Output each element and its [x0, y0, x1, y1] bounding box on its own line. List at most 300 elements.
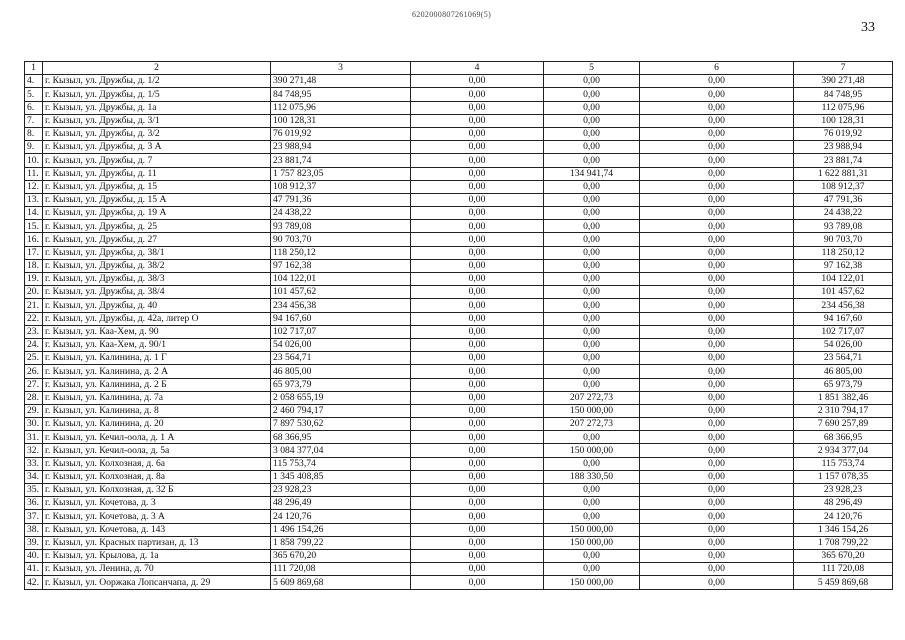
amount-cell: 0,00	[411, 365, 544, 378]
address-cell: г. Кызыл, ул. Дружбы, д. 15 А	[43, 193, 271, 206]
table-row	[25, 273, 893, 286]
amount-cell: 102 717,07	[271, 325, 411, 338]
row-number: 9.	[25, 141, 43, 154]
row-number: 14.	[25, 207, 43, 220]
amount-cell: 0,00	[640, 352, 794, 365]
table-row	[25, 576, 893, 589]
amount-cell: 0,00	[411, 484, 544, 497]
amount-cell: 2 058 655,19	[271, 391, 411, 404]
amount-cell: 0,00	[640, 549, 794, 562]
amount-cell: 1 757 823,05	[271, 167, 411, 180]
total-cell: 102 717,07	[794, 325, 893, 338]
amount-cell: 0,00	[411, 418, 544, 431]
address-cell: г. Кызыл, ул. Дружбы, д. 38/4	[43, 286, 271, 299]
amount-cell: 0,00	[640, 127, 794, 140]
amount-cell: 188 330,50	[544, 470, 640, 483]
amount-cell: 0,00	[640, 312, 794, 325]
table-row	[25, 523, 893, 536]
amount-cell: 0,00	[411, 457, 544, 470]
amount-cell: 0,00	[640, 563, 794, 576]
amount-cell: 23 564,71	[271, 352, 411, 365]
row-number: 8.	[25, 127, 43, 140]
amount-cell: 0,00	[640, 273, 794, 286]
row-number: 29.	[25, 404, 43, 417]
address-cell: г. Кызыл, ул. Колхозная, д. 6а	[43, 457, 271, 470]
amount-cell: 0,00	[640, 497, 794, 510]
amount-cell: 0,00	[411, 497, 544, 510]
amount-cell: 0,00	[544, 484, 640, 497]
amount-cell: 234 456,38	[271, 299, 411, 312]
amount-cell: 0,00	[544, 338, 640, 351]
address-cell: г. Кызыл, ул. Калинина, д. 2 Б	[43, 378, 271, 391]
amount-cell: 84 748,95	[271, 88, 411, 101]
address-cell: г. Кызыл, ул. Крылова, д. 1а	[43, 549, 271, 562]
table-row	[25, 114, 893, 127]
amount-cell: 0,00	[411, 167, 544, 180]
amount-cell: 0,00	[544, 180, 640, 193]
amount-cell: 0,00	[640, 470, 794, 483]
amount-cell: 207 272,73	[544, 418, 640, 431]
row-number: 11.	[25, 167, 43, 180]
row-number: 34.	[25, 470, 43, 483]
amount-cell: 0,00	[411, 523, 544, 536]
address-cell: г. Кызыл, ул. Дружбы, д. 27	[43, 233, 271, 246]
amount-cell: 0,00	[544, 312, 640, 325]
address-cell: г. Кызыл, ул. Дружбы, д. 38/2	[43, 259, 271, 272]
address-cell: г. Кызыл, ул. Дружбы, д. 15	[43, 180, 271, 193]
row-number: 38.	[25, 523, 43, 536]
table-row	[25, 207, 893, 220]
table-row	[25, 536, 893, 549]
amount-cell: 24 438,22	[271, 207, 411, 220]
table-row	[25, 431, 893, 444]
amount-cell: 0,00	[544, 497, 640, 510]
amount-cell: 0,00	[640, 101, 794, 114]
total-cell: 47 791,36	[794, 193, 893, 206]
amount-cell: 0,00	[544, 154, 640, 167]
amount-cell: 0,00	[640, 576, 794, 589]
amount-cell: 0,00	[544, 457, 640, 470]
amount-cell: 0,00	[411, 378, 544, 391]
address-cell: г. Кызыл, ул. Кечил-оола, д. 1 А	[43, 431, 271, 444]
total-cell: 7 690 257,89	[794, 418, 893, 431]
amount-cell: 0,00	[544, 141, 640, 154]
address-cell: г. Кызыл, ул. Калинина, д. 20	[43, 418, 271, 431]
total-cell: 1 622 881,31	[794, 167, 893, 180]
column-header: 2	[43, 62, 271, 75]
amount-cell: 0,00	[640, 418, 794, 431]
total-cell: 23 928,23	[794, 484, 893, 497]
amount-cell: 0,00	[544, 88, 640, 101]
table-row	[25, 220, 893, 233]
row-number: 37.	[25, 510, 43, 523]
amount-cell: 0,00	[411, 101, 544, 114]
address-cell: г. Кызыл, ул. Кочетова, д. 3 А	[43, 510, 271, 523]
amount-cell: 0,00	[411, 75, 544, 88]
page-number: 33	[861, 20, 875, 35]
row-number: 42.	[25, 576, 43, 589]
amount-cell: 0,00	[411, 180, 544, 193]
address-cell: г. Кызыл, ул. Ооржака Лопсанчапа, д. 29	[43, 576, 271, 589]
amount-cell: 46 805,00	[271, 365, 411, 378]
amount-cell: 0,00	[544, 510, 640, 523]
address-cell: г. Кызыл, ул. Ленина, д. 70	[43, 563, 271, 576]
amount-cell: 365 670,20	[271, 549, 411, 562]
row-number: 6.	[25, 101, 43, 114]
row-number: 30.	[25, 418, 43, 431]
amount-cell: 97 162,38	[271, 259, 411, 272]
amount-cell: 90 703,70	[271, 233, 411, 246]
total-cell: 54 026,00	[794, 338, 893, 351]
row-number: 32.	[25, 444, 43, 457]
column-header: 6	[640, 62, 794, 75]
row-number: 17.	[25, 246, 43, 259]
amount-cell: 115 753,74	[271, 457, 411, 470]
table-row	[25, 549, 893, 562]
amount-cell: 0,00	[640, 75, 794, 88]
amount-cell: 0,00	[544, 549, 640, 562]
row-number: 15.	[25, 220, 43, 233]
table-row	[25, 101, 893, 114]
amount-cell: 0,00	[411, 510, 544, 523]
table-row	[25, 167, 893, 180]
table-row	[25, 444, 893, 457]
address-cell: г. Кызыл, ул. Кочетова, д. 143	[43, 523, 271, 536]
row-number: 18.	[25, 259, 43, 272]
row-number: 26.	[25, 365, 43, 378]
amount-cell: 0,00	[640, 114, 794, 127]
amount-cell: 0,00	[640, 365, 794, 378]
amount-cell: 0,00	[411, 576, 544, 589]
amount-cell: 100 128,31	[271, 114, 411, 127]
amount-cell: 0,00	[640, 431, 794, 444]
document-id: 6202000807261069(5)	[412, 10, 492, 19]
address-cell: г. Кызыл, ул. Каа-Хем, д. 90/1	[43, 338, 271, 351]
amount-cell: 0,00	[640, 141, 794, 154]
amount-cell: 0,00	[544, 193, 640, 206]
total-cell: 100 128,31	[794, 114, 893, 127]
amount-cell: 65 973,79	[271, 378, 411, 391]
amount-cell: 0,00	[640, 523, 794, 536]
total-cell: 5 459 869,68	[794, 576, 893, 589]
amount-cell: 0,00	[411, 259, 544, 272]
table-row	[25, 391, 893, 404]
table-row	[25, 418, 893, 431]
total-cell: 68 366,95	[794, 431, 893, 444]
table-row	[25, 259, 893, 272]
table-row	[25, 246, 893, 259]
amount-cell: 108 912,37	[271, 180, 411, 193]
row-number: 19.	[25, 273, 43, 286]
amount-cell: 0,00	[411, 114, 544, 127]
amount-cell: 0,00	[640, 484, 794, 497]
column-header: 3	[271, 62, 411, 75]
amount-cell: 104 122,01	[271, 273, 411, 286]
amount-cell: 0,00	[544, 207, 640, 220]
address-cell: г. Кызыл, ул. Калинина, д. 2 А	[43, 365, 271, 378]
header-row	[25, 62, 893, 75]
table-row	[25, 497, 893, 510]
address-cell: г. Кызыл, ул. Дружбы, д. 25	[43, 220, 271, 233]
row-number: 40.	[25, 549, 43, 562]
address-cell: г. Кызыл, ул. Калинина, д. 1 Г	[43, 352, 271, 365]
address-cell: г. Кызыл, ул. Кечил-оола, д. 5а	[43, 444, 271, 457]
total-cell: 101 457,62	[794, 286, 893, 299]
table-row	[25, 338, 893, 351]
amount-cell: 0,00	[640, 246, 794, 259]
table-row	[25, 312, 893, 325]
amount-cell: 0,00	[640, 536, 794, 549]
total-cell: 112 075,96	[794, 101, 893, 114]
amount-cell: 0,00	[411, 470, 544, 483]
total-cell: 84 748,95	[794, 88, 893, 101]
address-cell: г. Кызыл, ул. Колхозная, д. 8а	[43, 470, 271, 483]
amount-cell: 0,00	[411, 127, 544, 140]
amount-cell: 0,00	[544, 365, 640, 378]
amount-cell: 0,00	[640, 180, 794, 193]
amount-cell: 134 941,74	[544, 167, 640, 180]
table-body	[25, 75, 893, 589]
table-row	[25, 510, 893, 523]
total-cell: 23 564,71	[794, 352, 893, 365]
address-cell: г. Кызыл, ул. Дружбы, д. 3/1	[43, 114, 271, 127]
amount-cell: 0,00	[411, 286, 544, 299]
amount-cell: 0,00	[411, 391, 544, 404]
amount-cell: 0,00	[544, 352, 640, 365]
amount-cell: 1 496 154,26	[271, 523, 411, 536]
total-cell: 118 250,12	[794, 246, 893, 259]
amount-cell: 150 000,00	[544, 523, 640, 536]
address-cell: г. Кызыл, ул. Дружбы, д. 38/1	[43, 246, 271, 259]
amount-cell: 0,00	[640, 286, 794, 299]
amount-cell: 150 000,00	[544, 536, 640, 549]
amount-cell: 0,00	[411, 141, 544, 154]
amount-cell: 23 881,74	[271, 154, 411, 167]
amount-cell: 0,00	[544, 563, 640, 576]
amount-cell: 0,00	[544, 325, 640, 338]
amount-cell: 0,00	[411, 312, 544, 325]
amount-cell: 0,00	[411, 536, 544, 549]
total-cell: 115 753,74	[794, 457, 893, 470]
amount-cell: 101 457,62	[271, 286, 411, 299]
row-number: 12.	[25, 180, 43, 193]
table-row	[25, 352, 893, 365]
register-table	[24, 61, 893, 590]
row-number: 21.	[25, 299, 43, 312]
row-number: 7.	[25, 114, 43, 127]
amount-cell: 0,00	[544, 246, 640, 259]
row-number: 4.	[25, 75, 43, 88]
amount-cell: 111 720,08	[271, 563, 411, 576]
address-cell: г. Кызыл, ул. Дружбы, д. 7	[43, 154, 271, 167]
amount-cell: 150 000,00	[544, 444, 640, 457]
table-row	[25, 378, 893, 391]
column-header: 1	[25, 62, 43, 75]
table-row	[25, 457, 893, 470]
amount-cell: 0,00	[640, 259, 794, 272]
amount-cell: 0,00	[640, 299, 794, 312]
address-cell: г. Кызыл, ул. Дружбы, д. 42а, литер О	[43, 312, 271, 325]
amount-cell: 150 000,00	[544, 576, 640, 589]
amount-cell: 0,00	[411, 246, 544, 259]
total-cell: 1 346 154,26	[794, 523, 893, 536]
amount-cell: 0,00	[544, 127, 640, 140]
table-row	[25, 88, 893, 101]
total-cell: 234 456,38	[794, 299, 893, 312]
total-cell: 97 162,38	[794, 259, 893, 272]
amount-cell: 0,00	[411, 299, 544, 312]
table-row	[25, 180, 893, 193]
amount-cell: 0,00	[411, 338, 544, 351]
address-cell: г. Кызыл, ул. Красных партизан, д. 13	[43, 536, 271, 549]
amount-cell: 0,00	[411, 154, 544, 167]
amount-cell: 0,00	[640, 391, 794, 404]
amount-cell: 1 858 799,22	[271, 536, 411, 549]
amount-cell: 94 167,60	[271, 312, 411, 325]
amount-cell: 0,00	[411, 220, 544, 233]
amount-cell: 0,00	[640, 167, 794, 180]
table-row	[25, 484, 893, 497]
amount-cell: 0,00	[411, 273, 544, 286]
address-cell: г. Кызыл, ул. Дружбы, д. 3 А	[43, 141, 271, 154]
row-number: 25.	[25, 352, 43, 365]
table-row	[25, 154, 893, 167]
address-cell: г. Кызыл, ул. Калинина, д. 7а	[43, 391, 271, 404]
amount-cell: 0,00	[640, 457, 794, 470]
total-cell: 1 157 078,35	[794, 470, 893, 483]
amount-cell: 1 345 408,85	[271, 470, 411, 483]
total-cell: 23 881,74	[794, 154, 893, 167]
amount-cell: 0,00	[411, 193, 544, 206]
total-cell: 93 789,08	[794, 220, 893, 233]
row-number: 10.	[25, 154, 43, 167]
amount-cell: 0,00	[411, 207, 544, 220]
amount-cell: 0,00	[640, 193, 794, 206]
total-cell: 2 934 377,04	[794, 444, 893, 457]
total-cell: 2 310 794,17	[794, 404, 893, 417]
row-number: 39.	[25, 536, 43, 549]
address-cell: г. Кызыл, ул. Дружбы, д. 1а	[43, 101, 271, 114]
address-cell: г. Кызыл, ул. Кочетова, д. 3	[43, 497, 271, 510]
amount-cell: 5 609 869,68	[271, 576, 411, 589]
table-row	[25, 563, 893, 576]
amount-cell: 0,00	[544, 114, 640, 127]
amount-cell: 24 120,76	[271, 510, 411, 523]
amount-cell: 112 075,96	[271, 101, 411, 114]
amount-cell: 76 019,92	[271, 127, 411, 140]
total-cell: 108 912,37	[794, 180, 893, 193]
amount-cell: 118 250,12	[271, 246, 411, 259]
total-cell: 23 988,94	[794, 141, 893, 154]
amount-cell: 0,00	[640, 88, 794, 101]
column-header: 7	[794, 62, 893, 75]
address-cell: г. Кызыл, ул. Дружбы, д. 40	[43, 299, 271, 312]
row-number: 20.	[25, 286, 43, 299]
amount-cell: 0,00	[544, 259, 640, 272]
amount-cell: 0,00	[640, 378, 794, 391]
amount-cell: 54 026,00	[271, 338, 411, 351]
amount-cell: 0,00	[640, 207, 794, 220]
column-header: 4	[411, 62, 544, 75]
row-number: 27.	[25, 378, 43, 391]
total-cell: 94 167,60	[794, 312, 893, 325]
total-cell: 76 019,92	[794, 127, 893, 140]
amount-cell: 390 271,48	[271, 75, 411, 88]
amount-cell: 0,00	[544, 273, 640, 286]
column-header: 5	[544, 62, 640, 75]
amount-cell: 0,00	[640, 404, 794, 417]
address-cell: г. Кызыл, ул. Дружбы, д. 11	[43, 167, 271, 180]
amount-cell: 0,00	[544, 220, 640, 233]
table-row	[25, 75, 893, 88]
amount-cell: 0,00	[640, 220, 794, 233]
amount-cell: 23 928,23	[271, 484, 411, 497]
table-row	[25, 141, 893, 154]
amount-cell: 150 000,00	[544, 404, 640, 417]
amount-cell: 0,00	[544, 286, 640, 299]
total-cell: 65 973,79	[794, 378, 893, 391]
amount-cell: 0,00	[411, 233, 544, 246]
table-row	[25, 404, 893, 417]
total-cell: 48 296,49	[794, 497, 893, 510]
amount-cell: 0,00	[640, 154, 794, 167]
amount-cell: 47 791,36	[271, 193, 411, 206]
row-number: 31.	[25, 431, 43, 444]
address-cell: г. Кызыл, ул. Дружбы, д. 1/5	[43, 88, 271, 101]
row-number: 13.	[25, 193, 43, 206]
address-cell: г. Кызыл, ул. Дружбы, д. 19 А	[43, 207, 271, 220]
amount-cell: 0,00	[640, 510, 794, 523]
amount-cell: 207 272,73	[544, 391, 640, 404]
total-cell: 390 271,48	[794, 75, 893, 88]
total-cell: 90 703,70	[794, 233, 893, 246]
table-row	[25, 233, 893, 246]
amount-cell: 0,00	[411, 352, 544, 365]
table-row	[25, 299, 893, 312]
row-number: 23.	[25, 325, 43, 338]
amount-cell: 7 897 530,62	[271, 418, 411, 431]
row-number: 28.	[25, 391, 43, 404]
address-cell: г. Кызыл, ул. Дружбы, д. 3/2	[43, 127, 271, 140]
amount-cell: 0,00	[411, 431, 544, 444]
address-cell: г. Кызыл, ул. Каа-Хем, д. 90	[43, 325, 271, 338]
amount-cell: 93 789,08	[271, 220, 411, 233]
total-cell: 1 708 799,22	[794, 536, 893, 549]
table-row	[25, 193, 893, 206]
total-cell: 365 670,20	[794, 549, 893, 562]
row-number: 5.	[25, 88, 43, 101]
row-number: 35.	[25, 484, 43, 497]
table-row	[25, 470, 893, 483]
amount-cell: 0,00	[411, 563, 544, 576]
amount-cell: 0,00	[544, 233, 640, 246]
table-row	[25, 365, 893, 378]
amount-cell: 68 366,95	[271, 431, 411, 444]
amount-cell: 0,00	[411, 325, 544, 338]
table-row	[25, 127, 893, 140]
row-number: 36.	[25, 497, 43, 510]
total-cell: 104 122,01	[794, 273, 893, 286]
total-cell: 24 120,76	[794, 510, 893, 523]
amount-cell: 0,00	[544, 378, 640, 391]
amount-cell: 0,00	[411, 88, 544, 101]
row-number: 16.	[25, 233, 43, 246]
row-number: 33.	[25, 457, 43, 470]
amount-cell: 0,00	[544, 101, 640, 114]
table-row	[25, 325, 893, 338]
amount-cell: 0,00	[640, 325, 794, 338]
total-cell: 111 720,08	[794, 563, 893, 576]
